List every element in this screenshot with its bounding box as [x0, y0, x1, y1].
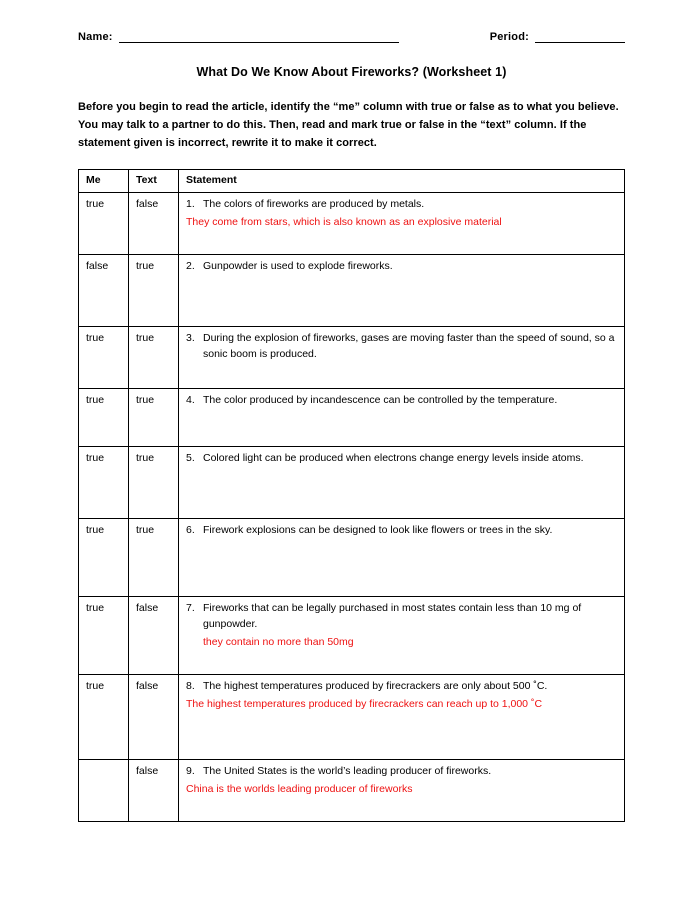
statement-text: Gunpowder is used to explode fireworks.	[203, 260, 393, 273]
cell-statement	[179, 597, 625, 675]
cell-statement	[179, 447, 625, 519]
table-row	[79, 193, 625, 255]
statement-text: Fireworks that can be legally purchased in most states contain less than 10 mg of gunpowder.	[203, 602, 582, 630]
statement-number: 9.	[186, 765, 195, 778]
statement-number: 6.	[186, 524, 195, 537]
statement-text: The color produced by incandescence can be controlled by the temperature.	[203, 394, 558, 407]
statement-text: During the explosion of fireworks, gases are moving faster than the speed of sound, so a sonic boom is produced.	[203, 332, 615, 360]
statement-text: The colors of fireworks are produced by metals.	[203, 198, 425, 211]
cell-statement	[179, 389, 625, 447]
column-header-text: Text	[129, 170, 179, 193]
cell-statement	[179, 760, 625, 822]
table-row	[79, 519, 625, 597]
statement-number: 7.	[186, 602, 195, 615]
table-row	[79, 760, 625, 822]
statement-text: Firework explosions can be designed to look like flowers or trees in the sky.	[203, 524, 553, 537]
cell-statement	[179, 327, 625, 389]
cell-text[interactable]: true	[129, 389, 179, 447]
column-header-statement: Statement	[179, 170, 625, 193]
cell-me[interactable]: true	[79, 597, 129, 675]
statement-text: Colored light can be produced when electrons change energy levels inside atoms.	[203, 452, 584, 465]
period-input-line[interactable]	[535, 30, 625, 43]
statement-number: 5.	[186, 452, 195, 465]
statement-text: The United States is the world’s leading producer of fireworks.	[203, 765, 492, 778]
cell-text[interactable]: false	[129, 760, 179, 822]
cell-me[interactable]: true	[79, 447, 129, 519]
name-input-line[interactable]	[119, 30, 399, 43]
statement-correction[interactable]: they contain no more than 50mg	[203, 635, 354, 648]
table-row	[79, 389, 625, 447]
table-header-row	[79, 170, 625, 193]
table-row	[79, 447, 625, 519]
cell-me[interactable]: true	[79, 675, 129, 760]
page-title: What Do We Know About Fireworks? (Worksheet 1)	[196, 65, 507, 79]
cell-me[interactable]	[79, 760, 129, 822]
statement-correction[interactable]: The highest temperatures produced by firecrackers can reach up to 1,000 ˚C	[186, 697, 543, 710]
cell-text[interactable]: false	[129, 675, 179, 760]
cell-text[interactable]: true	[129, 447, 179, 519]
cell-me[interactable]: true	[79, 519, 129, 597]
cell-text[interactable]: true	[129, 255, 179, 327]
table-row	[79, 327, 625, 389]
cell-text[interactable]: true	[129, 327, 179, 389]
cell-statement	[179, 519, 625, 597]
statement-text: The highest temperatures produced by firecrackers are only about 500 ˚C.	[203, 680, 548, 693]
statement-number: 1.	[186, 198, 195, 211]
period-label: Period:	[489, 31, 529, 43]
instructions-paragraph: Before you begin to read the article, identify the “me” column with true or false as to what you believe. You may talk to a partner to do this. Then, read and mark true or false in the “text” column. If the statement given is incorrect, rewrite it to make it correct.	[78, 101, 619, 149]
statement-correction[interactable]: They come from stars, which is also known as an explosive material	[186, 215, 502, 228]
cell-text[interactable]: true	[129, 519, 179, 597]
name-label: Name:	[78, 31, 113, 43]
worksheet-table	[78, 169, 625, 822]
cell-text[interactable]: false	[129, 193, 179, 255]
cell-me[interactable]: true	[79, 389, 129, 447]
cell-statement	[179, 193, 625, 255]
table-row	[79, 597, 625, 675]
student-info-header	[78, 30, 625, 43]
cell-statement	[179, 675, 625, 760]
cell-me[interactable]: true	[79, 327, 129, 389]
table-row	[79, 255, 625, 327]
statement-number: 8.	[186, 680, 195, 693]
statement-number: 2.	[186, 260, 195, 273]
statement-number: 3.	[186, 332, 195, 345]
cell-me[interactable]: true	[79, 193, 129, 255]
cell-statement	[179, 255, 625, 327]
statement-correction[interactable]: China is the worlds leading producer of fireworks	[186, 782, 413, 795]
statement-number: 4.	[186, 394, 195, 407]
cell-text[interactable]: false	[129, 597, 179, 675]
cell-me[interactable]: false	[79, 255, 129, 327]
column-header-me: Me	[79, 170, 129, 193]
table-row	[79, 675, 625, 760]
